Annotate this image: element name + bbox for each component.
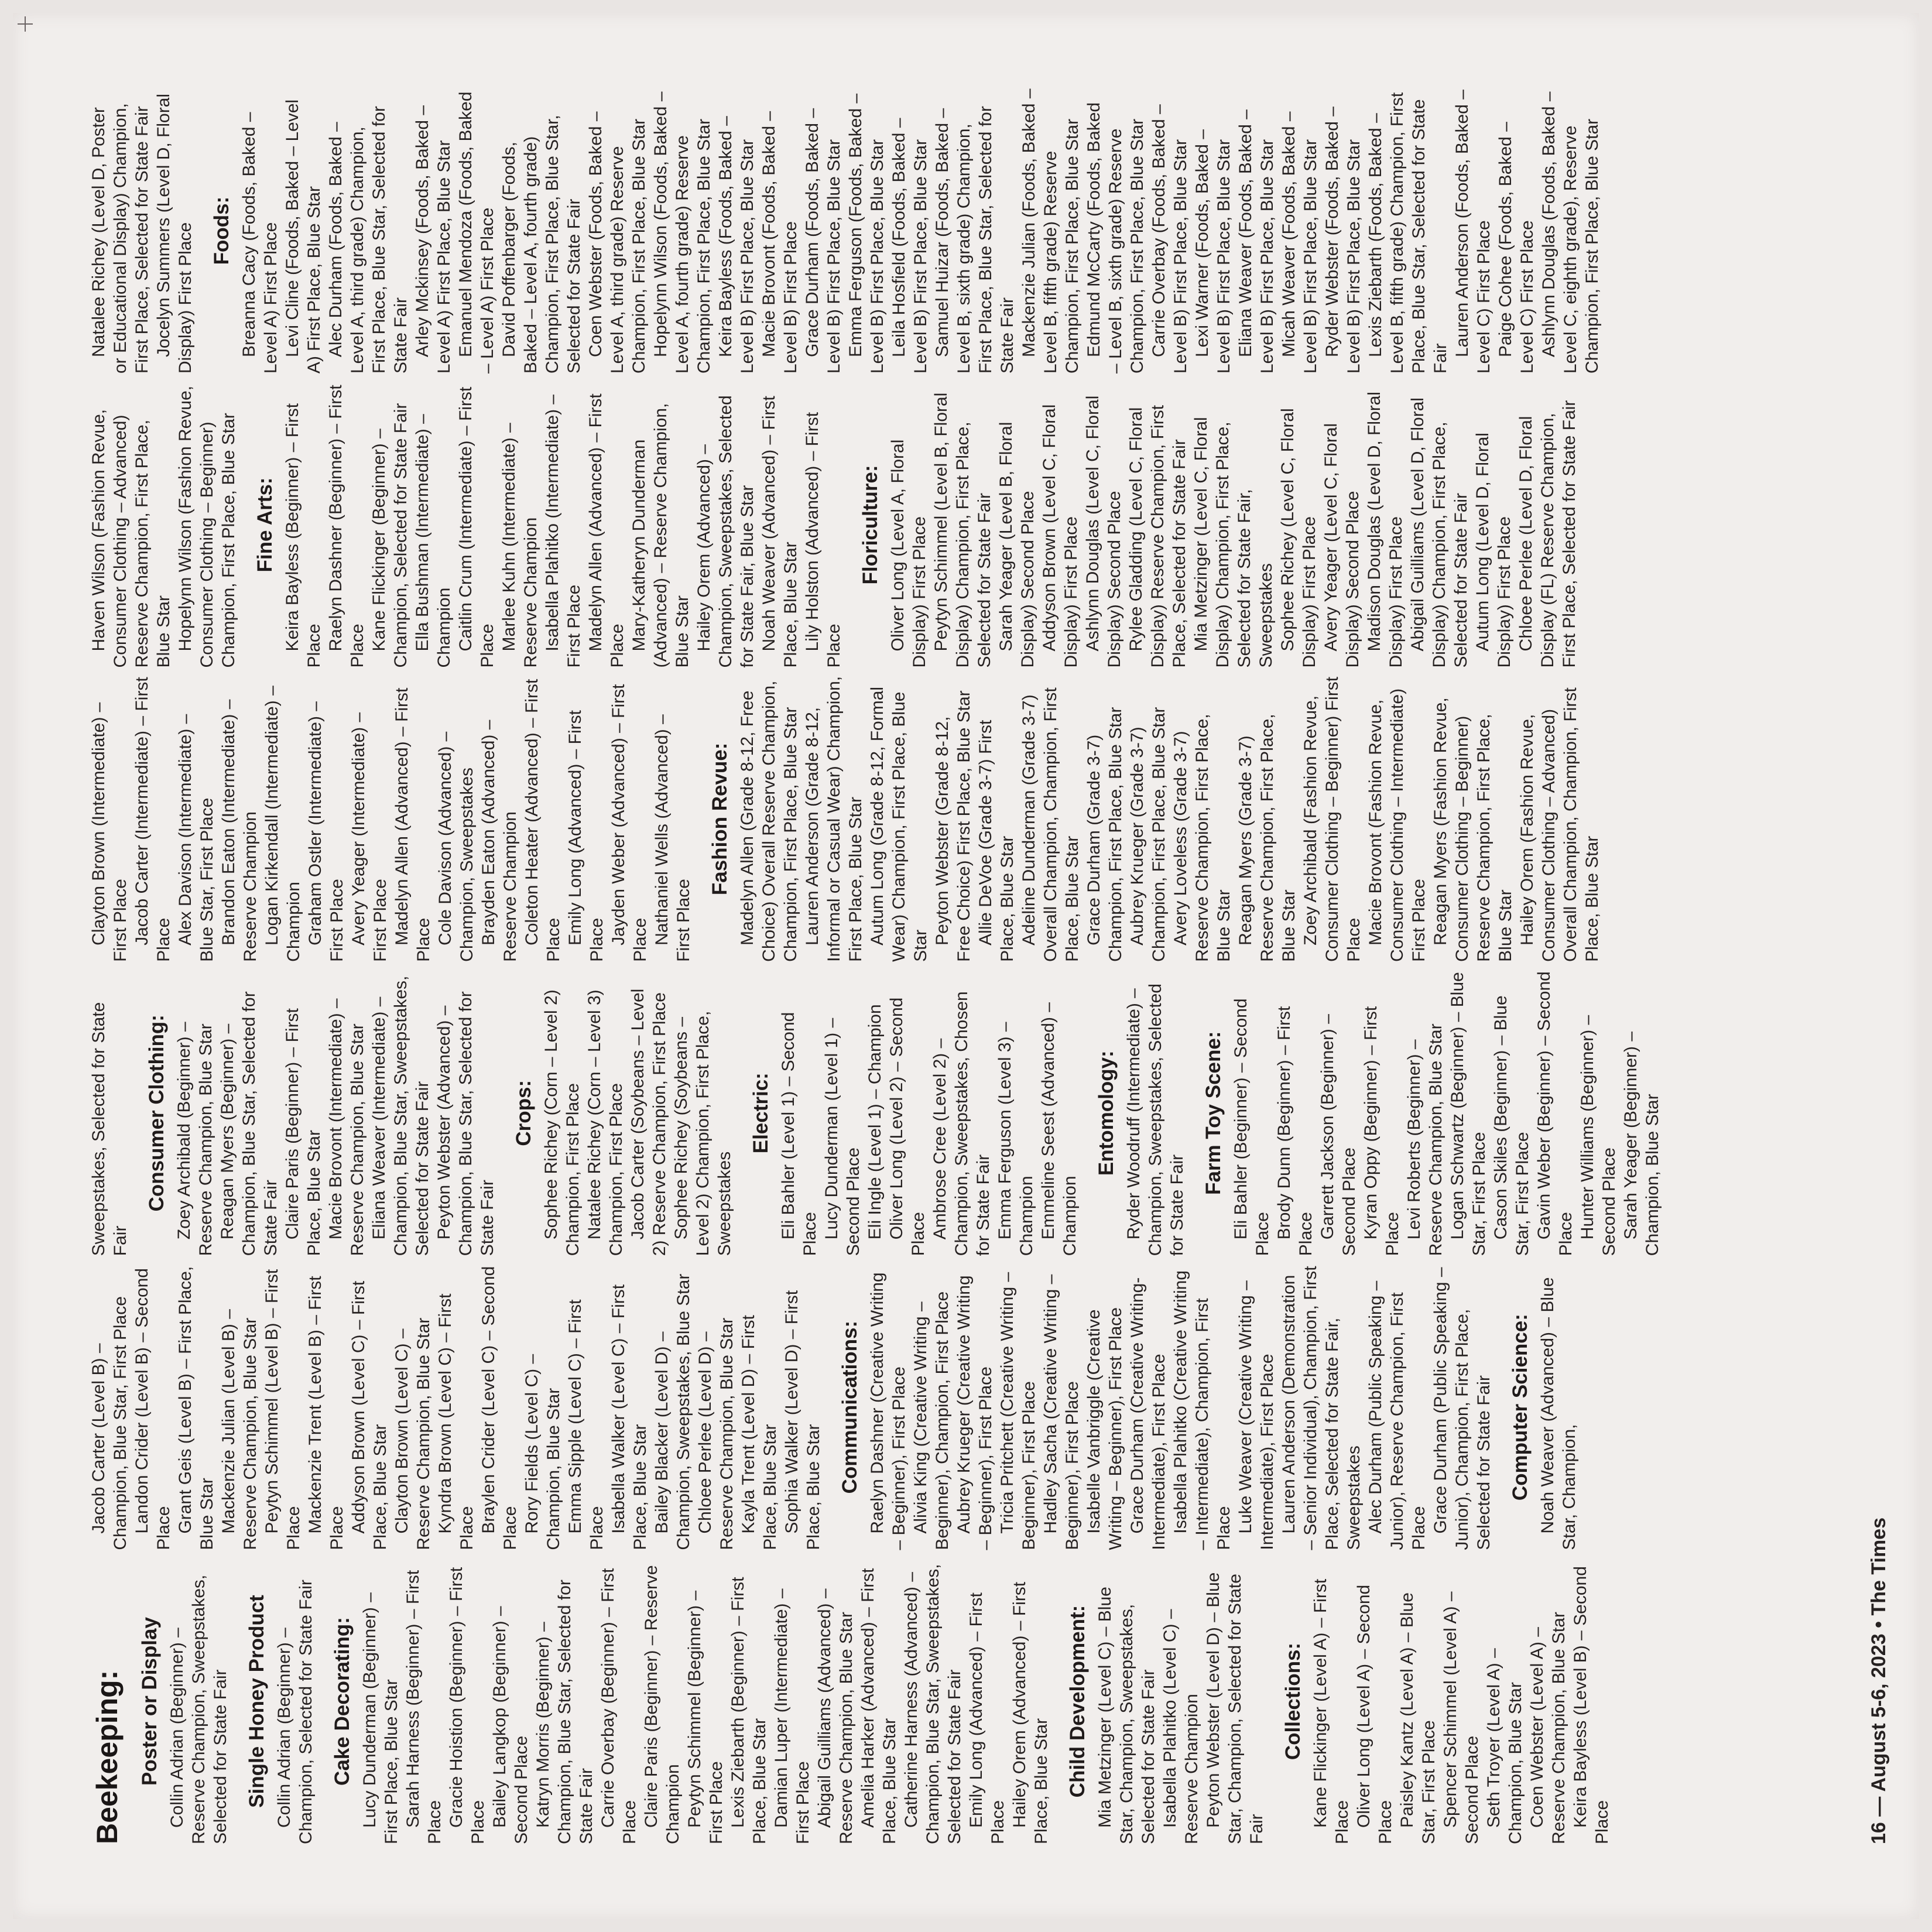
result-entry: Hopelynn Wilson (Foods, Baked – Level A, fourth grade) Reserve Champion, First Place, Blue Star: [651, 91, 714, 374]
result-entry: Catherine Harness (Advanced) – Champion, Blue Star, Sweepstakes, Selected for State Fair: [902, 1564, 964, 1844]
section-heading: Electric:: [749, 1073, 772, 1154]
result-entry: Damian Luper (Intermediate) – First Place: [772, 1588, 813, 1844]
section-heading: Fashion Revue:: [708, 742, 731, 896]
result-entry: Aubrey Krueger (Grade 3-7) Champion, First Place, Blue Star: [1128, 707, 1169, 962]
result-entry: Sophia Walker (Level D) – First Place, Blue Star: [782, 1290, 823, 1550]
column-6: [88, 88, 1844, 374]
result-entry: Madelyn Allen (Advanced) – First Place: [392, 687, 433, 962]
result-entry: Brandon Eaton (Intermediate) – Reserve Champion: [219, 699, 260, 962]
result-entry: Caitlin Crum (Intermediate) – First Place: [456, 386, 497, 668]
result-entry: Zoey Archibald (Fashion Revue, Consumer Clothing – Beginner) First Place: [1301, 676, 1364, 962]
result-entry: Grace Durham (Grade 3-7) Champion, First Place, Blue Star: [1084, 707, 1125, 962]
result-entry: Jocelyn Summers (Level D, Floral Display) First Place: [154, 93, 195, 374]
result-entry: Alec Durham (Foods, Baked – Level A, third grade) Champion, First Place, Blue Star, Selected for State Fair: [326, 106, 410, 374]
result-entry: Noah Weaver (Advanced) – First Place, Blue Star: [759, 396, 800, 668]
result-entry: Lexis Ziebarth (Beginner) – First Place, Blue Star: [728, 1577, 769, 1844]
result-entry: Grace Durham (Public Speaking – Junior), Champion, First Place, Selected for State Fair: [1431, 1267, 1493, 1550]
result-entry: Braylen Crider (Level C) – Second Place: [479, 1266, 520, 1550]
result-entry: Kayla Trent (Level D) – First Place, Blue Star: [739, 1315, 780, 1550]
result-entry: Addyson Brown (Level C) – First Place, Blue Star: [349, 1280, 390, 1550]
page-footer: 16 — August 5-6, 2023 • The Times: [1868, 1517, 1890, 1844]
result-entry: Claire Paris (Beginner) – Reserve Champion: [642, 1565, 683, 1844]
result-entry: Marlee Kuhn (Intermediate) – Reserve Champion: [499, 423, 540, 668]
result-entry: Lauren Anderson (Foods, Baked – Level C) First Place: [1453, 90, 1493, 374]
continued-entry: Sweepstakes, Selected for State Fair: [89, 1002, 130, 1256]
result-entry: David Poffenbarger (Foods, Baked – Level A, fourth grade) Champion, First Place, Blue Star, Selected for State Fair: [499, 115, 584, 374]
result-entry: Seth Troyer (Level A) – Champion, Blue Star: [1484, 1648, 1525, 1844]
result-entry: Sophee Richey (Soybeans – Level 2) Champion, First Place, Sweepstakes: [672, 1010, 734, 1256]
section-heading: Child Development:: [1066, 1605, 1089, 1798]
result-entry: Grace Durham (Foods, Baked – Level B) First Place, Blue Star: [803, 108, 844, 374]
result-entry: Eliana Weaver (Intermediate) – Champion, Blue Star, Sweepstakes, Selected for State Fair: [369, 975, 432, 1256]
result-entry: Peyton Webster (Grade 8-12, Free Choice) First Place, Blue Star: [933, 690, 974, 962]
column-5: [88, 382, 1844, 667]
result-entry: Madelyn Allen (Grade 8-12, Free Choice) Overall Reserve Champion, Champion, First Place, Blue Star: [738, 680, 800, 962]
result-entry: Clayton Brown (Intermediate) – First Place: [89, 702, 130, 962]
result-entry: Leila Hosfield (Foods, Baked – Level B) First Place, Blue Star: [889, 118, 930, 374]
result-entry: Isabelle Vanbriggle (Creative Writing – Beginner), First Place: [1084, 1307, 1125, 1550]
result-entry: Mia Metzinger (Level C, Floral Display) Champion, First Place, Selected for State Fair, Sweepstakes: [1191, 417, 1276, 668]
section-heading: Beekeeping:: [91, 1670, 124, 1844]
result-entry: Bailey Langkop (Beginner) – Second Place: [490, 1606, 531, 1844]
result-entry: Mia Metzinger (Level C) – Blue Star, Champion, Sweepstakes, Selected for State Fair: [1095, 1587, 1158, 1844]
section-heading: Single Honey Product: [245, 1595, 268, 1808]
result-entry: Macie Brovont (Intermediate) – Reserve Champion, Blue Star: [326, 998, 367, 1256]
result-entry: Oliver Long (Level A) – Second Place: [1354, 1584, 1395, 1844]
result-entry: Coen Webster (Level A) – Reserve Champion, Blue Star: [1527, 1612, 1568, 1844]
result-entry: Luke Weaver (Creative Writing – Intermediate), First Place: [1236, 1280, 1277, 1550]
result-entry: Abigail Guilliams (Level D, Floral Display) Champion, First Place, Selected for State Fair: [1408, 397, 1471, 668]
result-entry: Ashlynn Douglas (Level C, Floral Display) Second Place: [1083, 395, 1124, 668]
section-heading: Entomology:: [1095, 1050, 1118, 1176]
result-entry: Sarah Yeager (Beginner) – Champion, Blue Star: [1621, 1031, 1662, 1256]
result-entry: Jacob Carter (Level B) – Champion, Blue Star, First Place: [89, 1296, 130, 1550]
result-entry: Brayden Eaton (Advanced) – Reserve Champion: [479, 720, 520, 962]
result-entry: Claire Paris (Beginner) – First Place, Blue Star: [283, 1008, 324, 1256]
result-entry: Sophee Richey (Corn – Level 2) Champion, First Place: [542, 989, 583, 1256]
result-entry: Graham Ostler (Intermediate) – First Place: [306, 701, 347, 962]
result-entry: Landon Crider (Level B) – Second Place: [132, 1268, 173, 1550]
result-entry: Alivia King (Creative Writing – Beginner), Champion, First Place: [911, 1291, 952, 1550]
result-entry: Adeline Dunderman (Grade 3-7) Overall Champion, Champion, First Place, Blue Star: [1019, 687, 1082, 962]
result-entry: Lauren Anderson (Demonstration – Senior Individual), Champion, First Place, Selected for State Fair, Sweepstakes: [1279, 1266, 1364, 1550]
column-1: [88, 1558, 1844, 1844]
result-entry: Lucy Dunderman (Beginner) – First Place, Blue Star: [360, 1592, 401, 1844]
result-entry: Hailey Orem (Advanced) – Champion, Sweepstakes, Selected for State Fair, Blue Star: [694, 395, 757, 668]
result-entry: Coleton Heater (Advanced) – First Place: [522, 679, 563, 962]
result-entry: Eli Bahler (Beginner) – Second Place: [1231, 998, 1272, 1256]
result-entry: Rory Fields (Level C) – Champion, Blue Star: [522, 1354, 563, 1550]
result-entry: Lauren Anderson (Grade 8-12, Informal or Casual Wear) Champion, First Place, Blue Star: [803, 676, 865, 962]
result-entry: Levi Cline (Foods, Baked – Level A) First Place, Blue Star: [283, 99, 324, 374]
result-entry: Emma Ferguson (Foods, Baked – Level B) First Place, Blue Star: [846, 93, 887, 374]
result-entry: Clayton Brown (Level C) – Reserve Champion, Blue Star: [392, 1317, 433, 1550]
result-entry: Sarah Harness (Beginner) – First Place: [403, 1570, 444, 1844]
section-heading: Fine Arts:: [254, 477, 276, 573]
section-heading: Cake Decorating:: [331, 1617, 354, 1786]
result-entry: Kane Flickinger (Beginner) – Champion, Selected for State Fair: [369, 403, 410, 668]
result-entry: Hopelynn Wilson (Fashion Revue, Consumer Clothing – Beginner) Champion, First Place, Blue Star: [176, 385, 238, 668]
result-entry: Hailey Orem (Fashion Revue, Consumer Clothing – Advanced) Overall Champion, Champion, First Place, Blue Star: [1517, 687, 1602, 962]
section-heading: Computer Science:: [1509, 1314, 1532, 1501]
result-entry: Tricia Pritchett (Creative Writing – Beginner), First Place: [998, 1272, 1039, 1550]
result-entry: Coen Webster (Foods, Baked – Level A, third grade) Reserve Champion, First Place, Blue Star: [586, 111, 649, 374]
result-entry: Abigail Guilliams (Advanced) – Reserve Champion, Blue Star: [815, 1588, 856, 1844]
result-entry: Addyson Brown (Level C, Floral Display) First Place: [1040, 404, 1081, 668]
result-entry: Isabella Plahitko (Creative Writing – Intermediate), Champion, First Place: [1171, 1270, 1234, 1550]
result-entry: Carrie Overbay (Foods, Baked – Level B) First Place, Blue Star: [1149, 104, 1190, 374]
result-entry: Gracie Hoistion (Beginner) – First Place: [447, 1567, 488, 1844]
result-entry: Peytyn Schimmel (Beginner) – First Place: [685, 1590, 726, 1844]
result-entry: Mary-Katheryn Dunderman (Advanced) – Reserve Champion, Blue Star: [629, 403, 692, 668]
result-entry: Levi Roberts (Beginner) – Reserve Champion, Blue Star: [1405, 1023, 1445, 1256]
result-entry: Sarah Yeager (Level B, Floral Display) Second Place: [996, 422, 1037, 668]
result-entry: Ella Bushman (Intermediate) – Champion: [413, 414, 454, 668]
result-entry: Logan Schwartz (Beginner) – Blue Star, First Place: [1448, 972, 1489, 1256]
result-entry: Eli Bahler (Level 1) – Second Place: [779, 1012, 820, 1256]
result-entry: Spencer Schimmel (Level A) – Second Place: [1441, 1591, 1482, 1844]
result-entry: Haven Wilson (Fashion Revue, Consumer Clothing – Advanced) Reserve Champion, First Place, Blue Star: [89, 409, 173, 668]
result-entry: Avery Yeager (Intermediate) – First Place: [349, 712, 390, 962]
result-entry: Reagan Myers (Fashion Revue, Consumer Clothing – Beginner) Reserve Champion, First Place, Blue Star: [1431, 697, 1515, 962]
section-heading: Poster or Display: [138, 1617, 161, 1786]
result-entry: Natalee Richey (Level D, Poster or Educational Display) Champion, First Place, Selected for State Fair: [89, 103, 152, 374]
result-entry: Emily Long (Advanced) – First Place: [566, 710, 607, 962]
result-entry: Carrie Overbay (Beginner) – First Place: [598, 1568, 639, 1844]
result-entry: Alec Durham (Public Speaking – Junior), Reserve Champion, First Place: [1366, 1280, 1429, 1550]
result-entry: Madelyn Allen (Advanced) – First Place: [586, 393, 627, 668]
result-entry: Avery Loveless (Grade 3-7) Reserve Champion, First Place, Blue Star: [1171, 714, 1234, 962]
result-entry: Emanuel Mendoza (Foods, Baked – Level A) First Place: [456, 91, 497, 374]
column-2: [88, 1265, 1844, 1550]
result-entry: Noah Weaver (Advanced) – Blue Star, Champion,: [1538, 1277, 1579, 1550]
result-entry: Isabella Walker (Level C) – First Place, Blue Star: [609, 1284, 650, 1550]
result-entry: Allie DeVoe (Grade 3-7) First Place, Blue Star: [976, 720, 1017, 962]
result-entry: Emily Long (Advanced) – First Place: [967, 1592, 1008, 1844]
result-entry: Hunter Williams (Beginner) – Second Place: [1578, 1015, 1619, 1256]
result-entry: Kyran Oppy (Beginner) – First Place: [1361, 1006, 1402, 1256]
result-entry: Amelia Harker (Advanced) – First Place, Blue Star: [858, 1568, 899, 1844]
column-3: [88, 970, 1844, 1256]
section-heading: Floriculture:: [859, 465, 882, 585]
result-entry: Macie Brovont (Fashion Revue, Consumer Clothing – Intermediate) First Place: [1366, 688, 1429, 962]
result-entry: Ashlynn Douglas (Foods, Baked – Level C, eighth grade), Reserve Champion, First Place, Blue Star: [1539, 91, 1602, 374]
result-entry: Emma Ferguson (Level 3) – Champion: [995, 1022, 1036, 1256]
result-entry: Samuel Huizar (Foods, Baked – Level B, sixth grade) Champion, First Place, Blue Star, Selected for State Fair: [933, 106, 1017, 374]
result-entry: Arley Mckinsey (Foods, Baked – Level A) First Place, Blue Star: [413, 105, 454, 374]
result-entry: Madison Douglas (Level D, Floral Display) First Place: [1365, 391, 1406, 668]
result-entry: Natalee Richey (Corn – Level 3) Champion, First Place: [585, 989, 626, 1256]
result-entry: Jacob Carter (Intermediate) – First Place: [132, 677, 173, 962]
result-entry: Hailey Orem (Advanced) – First Place, Blue Star: [1010, 1581, 1051, 1844]
result-entry: Garrett Jackson (Beginner) – Second Place: [1318, 1014, 1359, 1256]
result-entry: Kane Flickinger (Level A) – First Place: [1311, 1578, 1352, 1844]
result-entry: Peyton Webster (Level D) – Blue Star, Champion, Selected for State Fair: [1204, 1572, 1266, 1844]
result-entry: Mackenzie Trent (Level B) – First Place: [306, 1276, 347, 1550]
result-entry: Peytyn Schimmel (Level B) – First Place: [262, 1269, 303, 1550]
result-entry: Raelyn Dashner (Beginner) – First Place: [326, 385, 367, 668]
column-4: [88, 676, 1844, 962]
result-entry: Macie Brovont (Foods, Baked – Level B) First Place: [759, 111, 800, 374]
result-entry: Emma Sipple (Level C) – First Place: [566, 1299, 607, 1550]
result-entry: Keira Bayless (Beginner) – First Place: [283, 403, 324, 668]
result-entry: Ryder Webster (Foods, Baked – Level B) First Place, Blue Star: [1323, 107, 1364, 374]
result-entry: Logan Kirkendall (Intermediate) – Champion: [262, 686, 303, 962]
result-entry: Nathaniel Wells (Advanced) – First Place: [652, 714, 693, 962]
result-entry: Cason Skiles (Beginner) – Blue Star, First Place: [1491, 995, 1532, 1256]
result-entry: Lexi Warner (Foods, Baked – Level B) First Place, Blue Star: [1193, 129, 1234, 374]
result-entry: Edmund McCarty (Foods, Baked – Level B, sixth grade) Reserve Champion, First Place, Blue Star: [1084, 102, 1147, 374]
result-entry: Grace Durham (Creative Writing- Intermediate), First Place: [1128, 1277, 1169, 1550]
result-entry: Avery Yeager (Level C, Floral Display) Second Place: [1321, 423, 1362, 668]
result-entry: Jacob Carter (Soybeans – Level 2) Reserve Champion, First Place: [628, 988, 669, 1256]
result-entry: Keira Bayless (Level B) – Second Place: [1571, 1566, 1612, 1844]
result-entry: Zoey Archibald (Beginner) – Reserve Champion, Blue Star: [174, 1022, 215, 1256]
result-entry: Autum Long (Level D, Floral Display) First Place: [1473, 432, 1514, 668]
result-entry: Micah Weaver (Foods, Baked – Level B) First Place, Blue Star: [1279, 111, 1320, 374]
result-entry: Peyton Webster (Advanced) – Champion, Blue Star, Selected for State Fair: [434, 991, 497, 1256]
result-entry: Aubrey Krueger (Creative Writing – Beginner), First Place: [954, 1275, 995, 1550]
result-entry: Jayden Weber (Advanced) – First Place: [609, 684, 650, 962]
result-entry: Peytyn Schimmel (Level B, Floral Display) Champion, First Place, Selected for State Fair: [931, 392, 994, 668]
result-entry: Reagan Myers (Grade 3-7) Reserve Champion, First Place, Blue Star: [1236, 714, 1299, 962]
result-entry: Sophee Richey (Level C, Floral Display) First Place: [1278, 408, 1319, 668]
result-entry: Mackenzie Julian (Level B) – Reserve Champion, Blue Star: [219, 1309, 260, 1550]
result-entry: Emmeline Seest (Advanced) – Champion: [1039, 1002, 1080, 1256]
result-entry: Ambrose Cree (Level 2) – Champion, Sweepstakes, Chosen for State Fair: [930, 991, 993, 1256]
result-entry: Lucy Dunderman (Level 1) – Second Place: [822, 1018, 863, 1256]
result-entry: Oliver Long (Level 2) – Second Place: [887, 997, 928, 1256]
result-entry: Rylee Gladding (Level C, Floral Display) Reserve Champion, First Place, Selected for State Fair: [1126, 405, 1189, 668]
result-entry: Eliana Weaver (Foods, Baked – Level B) First Place, Blue Star: [1236, 109, 1277, 374]
result-entry: Collin Adrian (Beginner) – Reserve Champion, Sweepstakes, Selected for State Fair: [167, 1574, 230, 1844]
result-entry: Collin Adrian (Beginner) – Champion, Selected for State Fair: [275, 1580, 316, 1844]
result-entry: Gavin Weber (Beginner) – Second Place: [1534, 971, 1575, 1256]
result-entry: Isabella Plahitko (Intermediate) – First Place: [543, 394, 584, 668]
results-columns: [88, 88, 1844, 1844]
result-entry: Brody Dunn (Beginner) – First Place: [1275, 1006, 1316, 1256]
section-heading: Collections:: [1282, 1642, 1304, 1760]
result-entry: Keira Bayless (Foods, Baked – Level B) First Place, Blue Star: [716, 116, 757, 374]
result-entry: Paige Cohee (Foods, Baked – Level C) First Place: [1496, 122, 1537, 374]
result-entry: Lexis Ziebarth (Foods, Baked – Level B, fifth grade) Champion, First Place, Blue Star, Selected for State Fair: [1366, 92, 1450, 374]
result-entry: Eli Ingle (Level 1) – Champion: [865, 1004, 885, 1240]
section-heading: Farm Toy Scene:: [1202, 1031, 1225, 1195]
result-entry: Chloee Perlee (Level D, Floral Display (FL) Reserve Champion, First Place, Selected for State Fair: [1516, 400, 1579, 668]
section-heading: Crops:: [512, 1080, 535, 1146]
result-entry: Paisley Kantz (Level A) – Blue Star, First Place: [1397, 1592, 1438, 1844]
result-entry: Raelyn Dashner (Creative Writing – Beginner), First Place: [868, 1272, 909, 1550]
result-entry: Cole Davison (Advanced) – Champion, Sweepstakes: [436, 731, 477, 962]
result-entry: Mackenzie Julian (Foods, Baked – Level B, fifth grade) Reserve Champion, First Place, Blue Star: [1019, 88, 1082, 374]
result-entry: Katryn Morris (Beginner) – Champion, Blue Star, Selected for State Fair: [533, 1580, 596, 1844]
result-entry: Hadley Sacha (Creative Writing – Beginner), First Place: [1041, 1274, 1082, 1550]
result-entry: Grant Geis (Level B) – First Place, Blue Star: [176, 1266, 217, 1550]
result-entry: Reagan Myers (Beginner) – Champion, Blue Star, Selected for State Fair: [218, 991, 280, 1256]
result-entry: Oliver Long (Level A, Floral Display) First Place: [888, 439, 929, 668]
result-entry: Alex Davison (Intermediate) – Blue Star, First Place: [176, 714, 217, 962]
result-entry: Chloee Perlee (Level D) – Reserve Champion, Blue Star: [696, 1317, 737, 1550]
result-entry: Kyndra Brown (Level C) – First Place: [436, 1293, 477, 1550]
section-heading: Communications:: [838, 1320, 861, 1494]
section-heading: Foods:: [210, 196, 233, 265]
result-entry: Autum Long (Grade 8-12, Formal Wear) Champion, First Place, Blue Star: [868, 686, 930, 962]
section-heading: Consumer Clothing:: [145, 1015, 168, 1212]
result-entry: Ryder Woodruff (Intermediate) – Champion, Sweepstakes, Selected for State Fair: [1124, 983, 1187, 1256]
result-entry: Isabella Plahitko (Level C) – Reserve Champion: [1160, 1609, 1201, 1844]
result-entry: Breanna Cacy (Foods, Baked – Level A) First Place: [239, 112, 280, 374]
result-entry: Bailey Blacker (Level D) – Champion, Sweepstakes, Blue Star: [652, 1273, 693, 1550]
result-entry: Lily Holston (Advanced) – First Place: [803, 412, 844, 668]
